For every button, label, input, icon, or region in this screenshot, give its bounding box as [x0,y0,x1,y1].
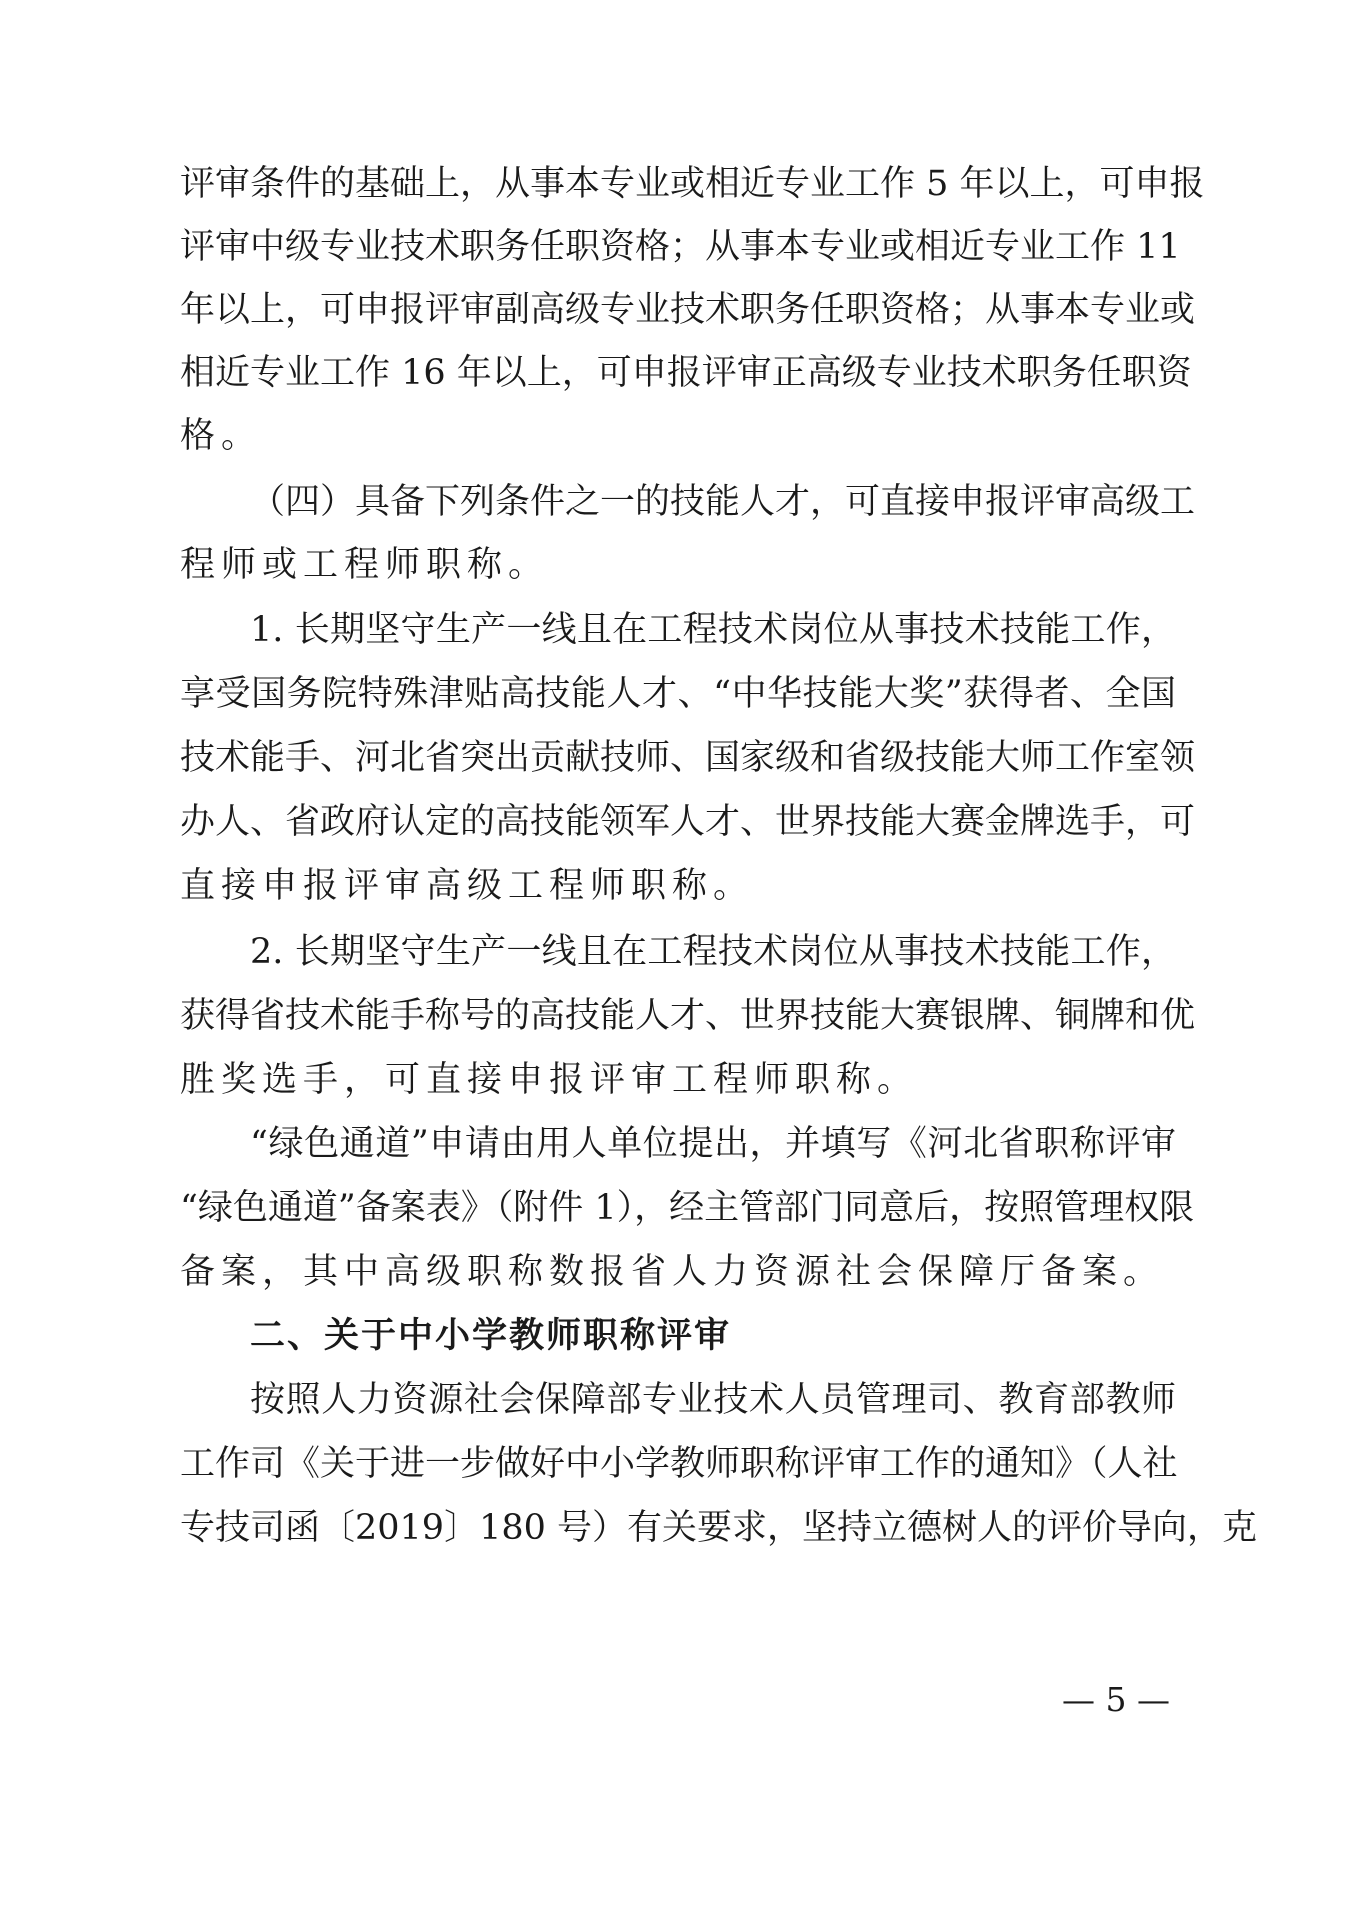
subheading-line: （四）具备下列条件之一的技能人才，可直接申报评审高级工 [250,482,1196,522]
body-line: 年以上，可申报评审副高级专业技术职务任职资格；从事本专业或 [180,290,1196,330]
body-line: 备案，其中高级职称数报省人力资源社会保障厅备案。 [180,1252,1165,1292]
list-item-2-line: 获得省技术能手称号的高技能人才、世界技能大赛银牌、铜牌和优 [180,996,1196,1036]
body-line: “绿色通道”备案表》（附件 1），经主管部门同意后，按照管理权限 [180,1188,1195,1228]
body-line: “绿色通道”申请由用人单位提出，并填写《河北省职称评审 [250,1124,1176,1164]
subheading-line: 程师或工程师职称。 [180,545,550,585]
list-item-1-line: 1. 长期坚守生产一线且在工程技术岗位从事技术技能工作， [250,610,1176,650]
section-heading: 二、关于中小学教师职称评审 [250,1316,732,1356]
body-line: 评审中级专业技术职务任职资格；从事本专业或相近专业工作 11 [180,227,1181,267]
list-item-1-line: 技术能手、河北省突出贡献技师、国家级和省级技能大师工作室领 [180,738,1196,778]
list-item-1-line: 直接申报评审高级工程师职称。 [180,866,755,906]
body-line: 评审条件的基础上，从事本专业或相近专业工作 5 年以上，可申报 [180,164,1205,204]
body-line: 工作司《关于进一步做好中小学教师职称评审工作的通知》（人社 [180,1444,1178,1484]
list-item-1-line: 享受国务院特殊津贴高技能人才、“中华技能大奖”获得者、全国 [180,674,1176,714]
page-number: — 5 — [1062,1680,1170,1719]
list-item-2-line: 2. 长期坚守生产一线且在工程技术岗位从事技术技能工作， [250,932,1176,972]
body-line: 按照人力资源社会保障部专业技术人员管理司、教育部教师 [250,1380,1176,1420]
body-line: 相近专业工作 16 年以上，可申报评审正高级专业技术职务任职资 [180,353,1192,393]
body-line: 格。 [180,416,263,456]
list-item-2-line: 胜奖选手，可直接申报评审工程师职称。 [180,1060,919,1100]
body-line: 专技司函〔2019〕180 号）有关要求，坚持立德树人的评价导向，克 [180,1508,1258,1548]
list-item-1-line: 办人、省政府认定的高技能领军人才、世界技能大赛金牌选手，可 [180,802,1196,842]
